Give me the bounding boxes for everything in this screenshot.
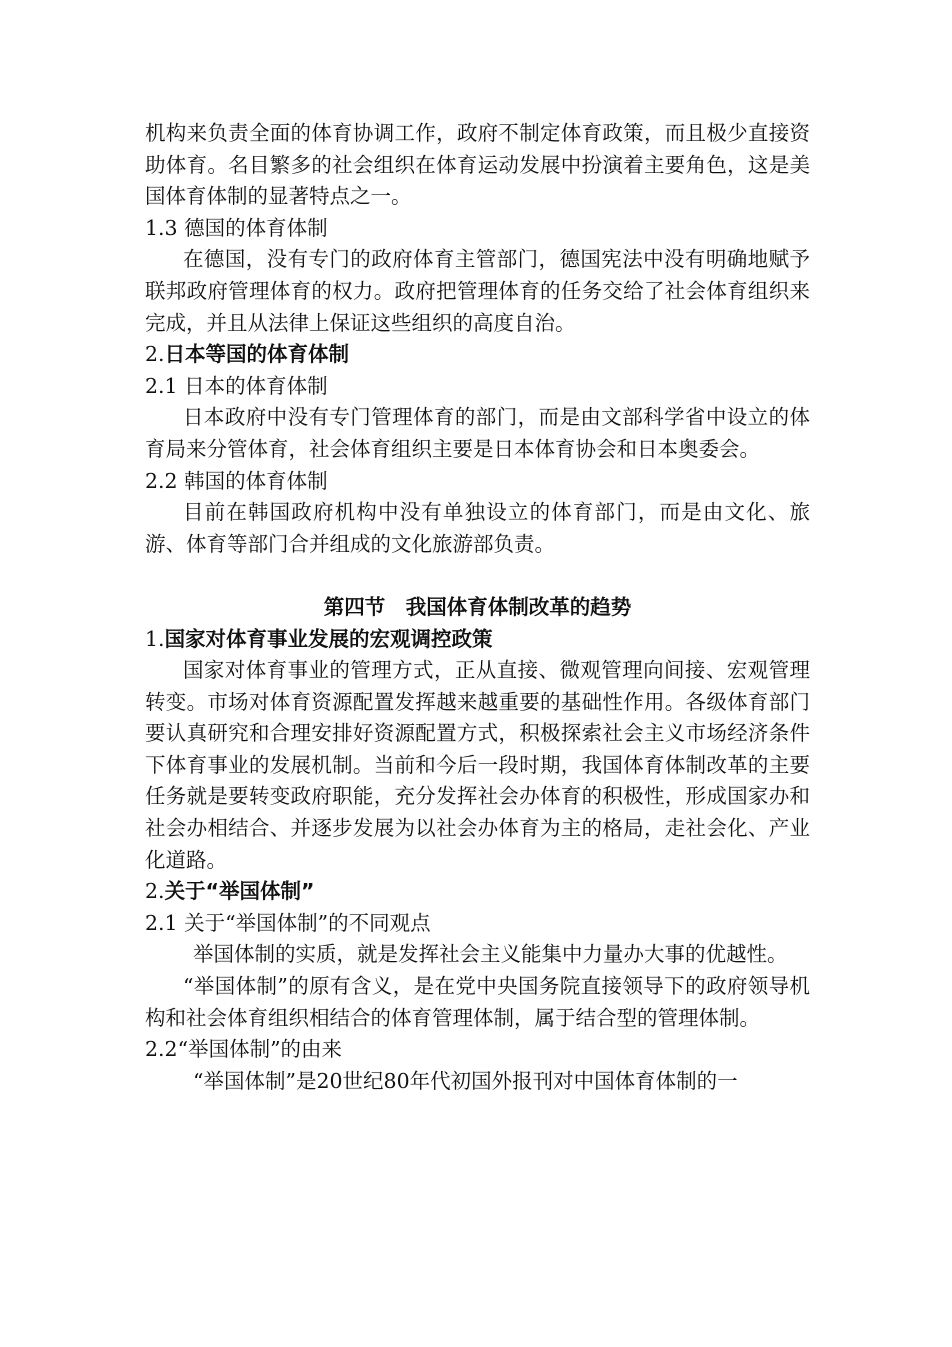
heading-japan: 2.1 日本的体育体制: [145, 373, 328, 398]
paragraph-germany: 在德国，没有专门的政府体育主管部门，德国宪法中没有明确地赋予联邦政府管理体育的权力。政府把管理体育的任务交给了社会体育组织来完成，并且从法律上保证这些组织的高度自治。: [145, 247, 810, 335]
heading-text: 关于“举国体制”: [164, 879, 315, 904]
heading-different-views: 2.1 关于“举国体制”的不同观点: [145, 910, 431, 935]
heading-number: 2.: [145, 342, 165, 367]
heading-national-system: [145, 876, 810, 908]
paragraph-essence: 举国体制的实质，就是发挥社会主义能集中力量办大事的优越性。: [193, 942, 788, 967]
heading-germany: 1.3 德国的体育体制: [145, 215, 328, 240]
section-title: 第四节 我国体育体制改革的趋势: [323, 594, 632, 619]
paragraph-us-system: 机构来负责全面的体育协调工作，政府不制定体育政策，而且极少直接资助体育。名目繁多的社会组织在体育运动发展中扮演着主要角色，这是美国体育体制的显著特点之一。: [145, 121, 810, 209]
heading-text: 日本等国的体育体制: [164, 342, 350, 367]
heading-text: 国家对体育事业发展的宏观调控政策: [164, 626, 493, 651]
paragraph-origin: “举国体制”是20世纪80年代初国外报刊对中国体育体制的一: [193, 1068, 738, 1093]
heading-origin: 2.2“举国体制”的由来: [145, 1037, 343, 1062]
section-spacer: [145, 560, 810, 592]
paragraph-korea: 目前在韩国政府机构中没有单独设立的体育部门，而是由文化、旅游、体育等部门合并组成的文化旅游部负责。: [145, 500, 810, 556]
heading-japan-and-others: [145, 339, 810, 371]
heading-macro-policy: [145, 624, 810, 656]
document-page: [145, 118, 810, 1097]
heading-korea: 2.2 韩国的体育体制: [145, 468, 328, 493]
paragraph-macro-policy: 国家对体育事业的管理方式，正从直接、微观管理向间接、宏观管理转变。市场对体育资源配置发挥越来越重要的基础性作用。各级体育部门要认真研究和合理安排好资源配置方式，积极探索社会主义市场经济条件下体育事业的发展机制。当前和今后一段时期，我国体育体制改革的主要任务就是要转变政府职能，充分发挥社会办体育的积极性，形成国家办和社会办相结合、并逐步发展为以社会办体育为主的格局，走社会化、产业化道路。: [145, 658, 810, 872]
heading-number: 1.: [145, 626, 165, 651]
paragraph-japan: 日本政府中没有专门管理体育的部门，而是由文部科学省中设立的体育局来分管体育，社会体育组织主要是日本体育协会和日本奥委会。: [145, 405, 810, 461]
paragraph-original-meaning: “举国体制”的原有含义，是在党中央国务院直接领导下的政府领导机构和社会体育组织相结合的体育管理体制，属于结合型的管理体制。: [145, 974, 810, 1030]
heading-number: 2.: [145, 879, 165, 904]
